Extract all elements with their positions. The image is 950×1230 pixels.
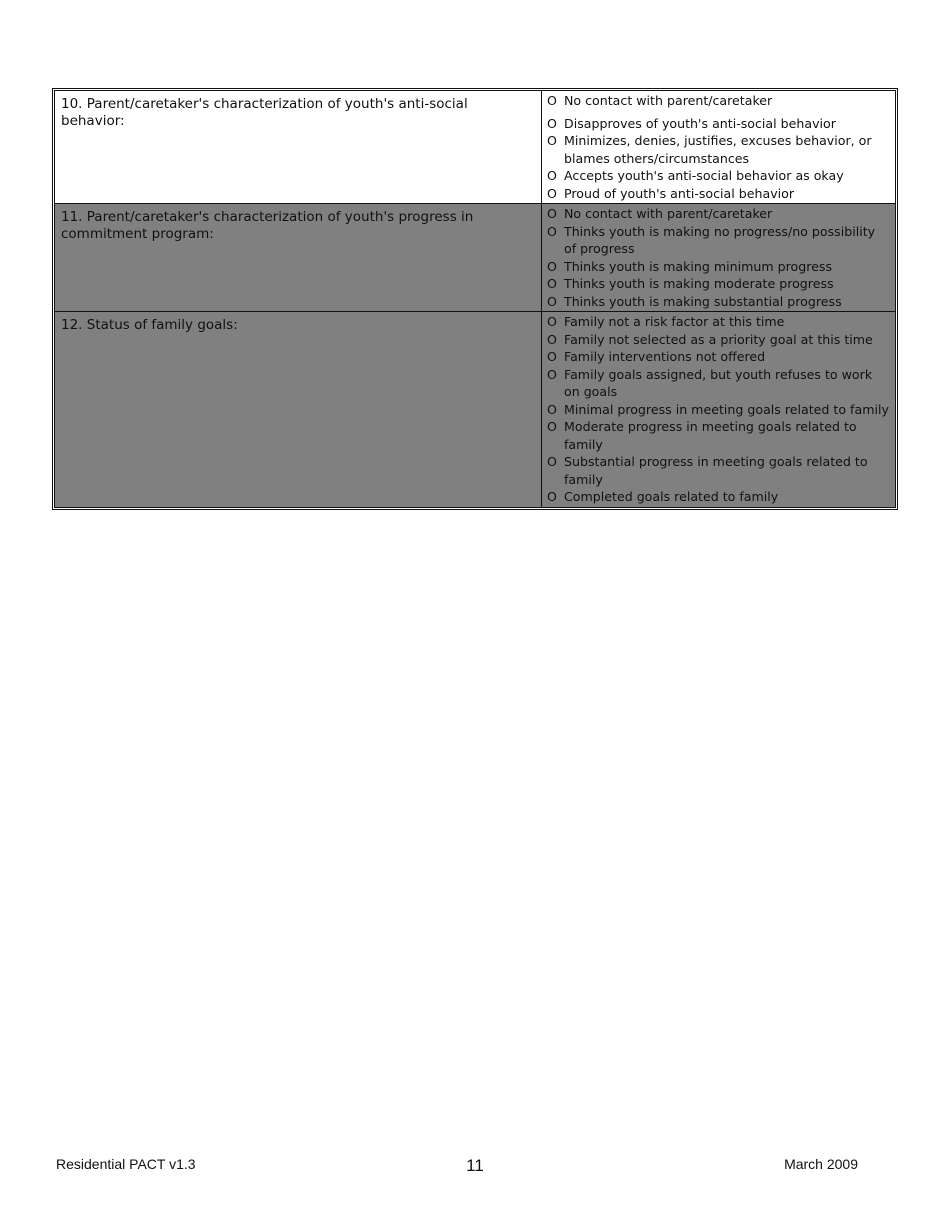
- footer-version: Residential PACT v1.3: [56, 1156, 196, 1172]
- question-label: 12. Status of family goals:: [55, 312, 542, 507]
- option[interactable]: [547, 258, 889, 276]
- question-label: 11. Parent/caretaker's characterization of youth's progress in commitment program:: [55, 204, 542, 311]
- radio-circle-icon[interactable]: O: [547, 206, 557, 221]
- question-row-11: [55, 203, 895, 311]
- radio-circle-icon[interactable]: O: [547, 168, 557, 183]
- option-label: Family not a risk factor at this time: [564, 314, 785, 329]
- option-label: Family interventions not offered: [564, 349, 766, 364]
- option-label: Substantial progress in meeting goals related to family: [564, 454, 868, 487]
- option[interactable]: [547, 115, 889, 133]
- footer-page-number: 11: [466, 1156, 484, 1175]
- option-label: Disapproves of youth's anti-social behavior: [564, 115, 836, 131]
- option-label: Thinks youth is making substantial progress: [564, 293, 842, 309]
- radio-circle-icon[interactable]: O: [547, 276, 557, 291]
- option[interactable]: [547, 92, 889, 110]
- radio-circle-icon[interactable]: O: [547, 293, 557, 309]
- radio-circle-icon[interactable]: O: [547, 401, 557, 417]
- option[interactable]: [547, 132, 889, 167]
- option[interactable]: [547, 223, 889, 258]
- option-label: Family goals assigned, but youth refuses to work on goals: [564, 366, 873, 399]
- option-list: [542, 91, 895, 203]
- radio-circle-icon[interactable]: O: [547, 366, 557, 382]
- radio-circle-icon[interactable]: O: [547, 314, 557, 329]
- option-label: Thinks youth is making no progress/no possibility of progress: [564, 223, 876, 256]
- assessment-table: [52, 88, 898, 510]
- radio-circle-icon[interactable]: O: [547, 115, 557, 131]
- radio-circle-icon[interactable]: O: [547, 419, 557, 434]
- option-label: Accepts youth's anti-social behavior as okay: [564, 168, 844, 183]
- option-label: No contact with parent/caretaker: [564, 93, 773, 108]
- option-label: Minimal progress in meeting goals related to family: [564, 401, 889, 417]
- option[interactable]: [547, 453, 889, 488]
- radio-circle-icon[interactable]: O: [547, 93, 557, 108]
- question-row-12: [55, 311, 895, 507]
- radio-circle-icon[interactable]: O: [547, 185, 557, 201]
- option[interactable]: [547, 313, 889, 331]
- option[interactable]: [547, 348, 889, 366]
- option[interactable]: [547, 205, 889, 223]
- option[interactable]: [547, 488, 889, 506]
- radio-circle-icon[interactable]: O: [547, 489, 557, 504]
- radio-circle-icon[interactable]: O: [547, 349, 557, 364]
- option-label: Moderate progress in meeting goals related to family: [564, 419, 857, 452]
- radio-circle-icon[interactable]: O: [547, 223, 557, 239]
- option-list: [542, 312, 895, 507]
- radio-circle-icon[interactable]: O: [547, 454, 557, 469]
- option-label: Family not selected as a priority goal at this time: [564, 331, 873, 347]
- option[interactable]: [547, 418, 889, 453]
- radio-circle-icon[interactable]: O: [547, 258, 557, 274]
- option[interactable]: [547, 331, 889, 349]
- option[interactable]: [547, 167, 889, 185]
- option[interactable]: [547, 275, 889, 293]
- option-label: Thinks youth is making minimum progress: [564, 258, 833, 274]
- option-label: No contact with parent/caretaker: [564, 206, 773, 221]
- option-label: Minimizes, denies, justifies, excuses behavior, or blames others/circumstances: [564, 133, 872, 166]
- radio-circle-icon[interactable]: O: [547, 133, 557, 148]
- option[interactable]: [547, 401, 889, 419]
- option-label: Proud of youth's anti-social behavior: [564, 185, 795, 201]
- option-list: [542, 204, 895, 311]
- radio-circle-icon[interactable]: O: [547, 331, 557, 347]
- question-label: 10. Parent/caretaker's characterization of youth's anti-social behavior:: [55, 91, 542, 203]
- question-row-10: [55, 91, 895, 203]
- option[interactable]: [547, 366, 889, 401]
- option-label: Completed goals related to family: [564, 489, 779, 504]
- option[interactable]: [547, 293, 889, 311]
- footer-date: March 2009: [784, 1156, 858, 1172]
- option-label: Thinks youth is making moderate progress: [564, 276, 834, 291]
- option[interactable]: [547, 185, 889, 203]
